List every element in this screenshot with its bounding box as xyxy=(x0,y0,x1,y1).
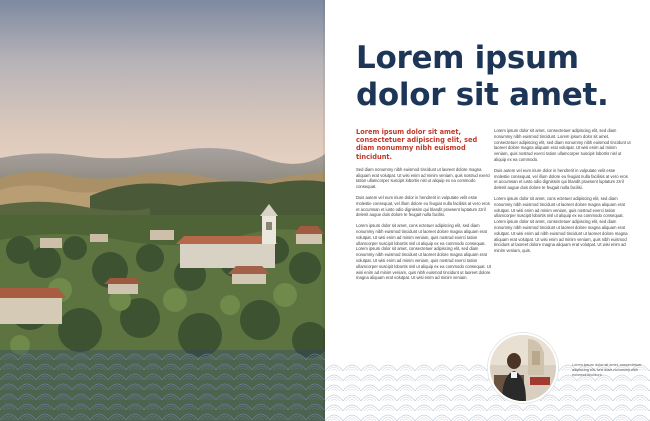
photo-caption: Lorem ipsum dolor sit amet, consectetuer adipiscing elit, sed diam nonummy nibh euismod tincidunt. xyxy=(572,363,642,377)
body-paragraph: Lorem ipsum dolor sit amet, cons ectetuer adipiscing elit, sed diam nonummy nibh euismod tincidunt ut laoreet dolore magna aliquam erat volutpat. Ut wisi enim ad minim veniam, quis nostrud exerci tation ullamcorper suscipit lobortis nisl ut aliquip ex ea commodo consequat. Lorem ipsum dolor sit amet, consectetuer adipiscing elit, sed diam nonummy nibh euismod tincidunt ut laoreet dolore magna aliquam erat volutpat. Ut wisi enim ad nibh euismod tincidunt ut laoreet dolore magna aliquam erat volutpat. Ut wisi enim ad minim veniam, quis nibh euismod tincidunt ut laoreet dolore magna aliquam erat volutpat. Ut wisi enim ad minim veniam, quis. xyxy=(494,195,628,254)
lead-paragraph: Lorem ipsum dolor sit amet, consectetuer adipiscing elit, sed diam nonummy nibh euismod tincidunt. xyxy=(356,128,478,161)
body-paragraph: Lorem ipsum dolor sit amet, consectetuer adipiscing elit, sed diam nonummy nibh euismod tincidunt. Lorem ipsum dolor sit amet, consectetuer adipiscing elit, sed diam nonummy nibh euismod tincidunt ut laoreet dolore magna aliquam erat volutpat. Ut wisi enim ad minim veniam, quis nostrud exerci tation ullamcorper suscipit lobortis nisl ut aliquip ex ea commodo. xyxy=(494,128,631,162)
text-page xyxy=(325,0,650,421)
portrait-photo xyxy=(488,333,558,403)
body-paragraph: Sed diam nonummy nibh euismod tincidunt ut laoreet dolore magna aliquam erat volutpat. Ut wisi enim ad minim veniam, quis nostrud exerci tation ullamcorper suscipit lobortis nisl ut aliquip ex ea commodo consequat. xyxy=(356,166,491,190)
text-column-right xyxy=(494,128,632,259)
body-paragraph: Duis autem vel eum iriure dolor in hendrerit in vulputate velit esse molestie consequat, vel illum dolore eu feugiat nulla facilisis at vero eros et accumsan et iusto odio dignissim qui blandit praesent luptatum zzril delenit augue duis dolore te feugait nulla facilisi. xyxy=(356,195,490,218)
page-headline: Lorem ipsum dolor sit amet. xyxy=(356,40,609,113)
body-paragraph: Lorem ipsum dolor sit amet, cons ectetuer adipiscing elit, sed diam nonummy nibh euismod tincidunt ut laoreet dolore magna aliquam erat volutpat. Ut wisi enim ad minim veniam, quis nostrud exerci tation ullamcorper suscipit lobortis nisl ut aliquip ex ea commodo consequat. Lorem ipsum dolor sit amet, consectetuer adipiscing elit, sed diam nonummy nibh euismod tincidunt ut laoreet dolore magna aliquam erat volutpat. Ut wisi enim ad minim veniam, quis nostrud exerci tation ullamcorper suscipit lobortis nisl ut aliquip ex ea commodo consequat. Ut wisi enim ad minim veniam, quis nibh euismod tincidunt ut laoreet dolore magna aliquam erat volutpat. Ut wisi enim ad minim veniam. xyxy=(356,223,491,281)
text-column-left xyxy=(356,128,494,286)
person-in-church-photo xyxy=(490,335,556,401)
body-paragraph: Duis autem vel eum iriure dolor in hendrerit in vulputate velit esse molestie consequat, vel illum dolore eu feugiat nulla facilisis at vero eros et accumsan et iusto odio dignissim qui blandit praesent luptatum zzril delenit augue duis dolore te feugait nulla facilisi. xyxy=(494,167,628,191)
